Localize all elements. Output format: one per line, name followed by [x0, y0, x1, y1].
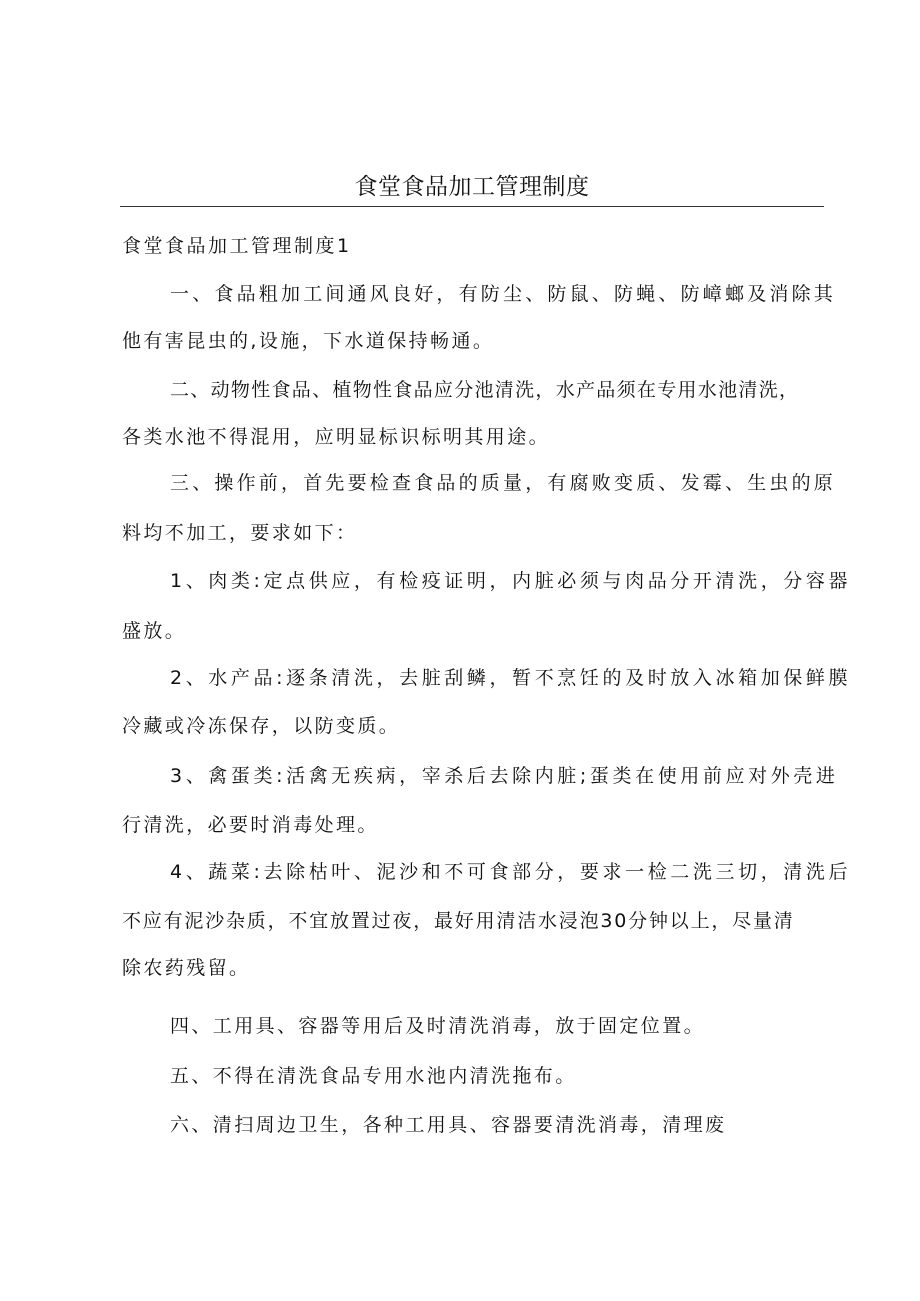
paragraph-line: 2、水产品:逐条清洗，去脏刮鳞，暂不烹饪的及时放入冰箱加保鲜膜	[170, 667, 852, 689]
paragraph-line: 各类水池不得混用，应明显标识标明其用途。	[122, 426, 551, 448]
paragraph-line: 一、食品粗加工间通风良好，有防尘、防鼠、防蝇、防嶂螂及消除其	[170, 283, 837, 305]
paragraph-line: 不应有泥沙杂质，不宜放置过夜，最好用清洁水浸泡30分钟以上，尽量清	[122, 910, 795, 932]
paragraph-line: 三、操作前，首先要检查食品的质量，有腐败变质、发霉、生虫的原	[170, 472, 837, 494]
paragraph-line: 料均不加工，要求如下：	[122, 522, 358, 544]
title-underline	[120, 206, 824, 207]
paragraph-line: 冷藏或冷冻保存，以防变质。	[122, 715, 401, 737]
paragraph-line: 四、工用具、容器等用后及时清洗消毒，放于固定位置。	[170, 1015, 706, 1037]
paragraph-line: 他有害昆虫的,设施，下水道保持畅通。	[122, 330, 495, 352]
paragraph-line: 除农药残留。	[122, 957, 251, 979]
document-title: 食堂食品加工管理制度	[354, 174, 590, 200]
paragraph-line: 五、不得在清洗食品专用水池内清洗拖布。	[170, 1065, 577, 1087]
paragraph-line: 二、动物性食品、植物性食品应分池清洗，水产品须在专用水池清洗，	[170, 379, 800, 401]
paragraph-line: 盛放。	[122, 620, 187, 642]
paragraph-line: 行清洗，必要时消毒处理。	[122, 814, 379, 836]
paragraph-line: 六、清扫周边卫生，各种工用具、容器要清洗消毒，清理废	[170, 1114, 727, 1136]
section-heading: 食堂食品加工管理制度1	[122, 235, 352, 257]
paragraph-line: 3、禽蛋类:活禽无疾病，宰杀后去除内脏;蛋类在使用前应对外壳进	[170, 765, 839, 787]
paragraph-line: 1、肉类:定点供应，有检疫证明，内脏必须与肉品分开清洗，分容器	[170, 570, 852, 592]
paragraph-line: 4、蔬菜:去除枯叶、泥沙和不可食部分，要求一检二洗三切，清洗后	[170, 861, 852, 883]
